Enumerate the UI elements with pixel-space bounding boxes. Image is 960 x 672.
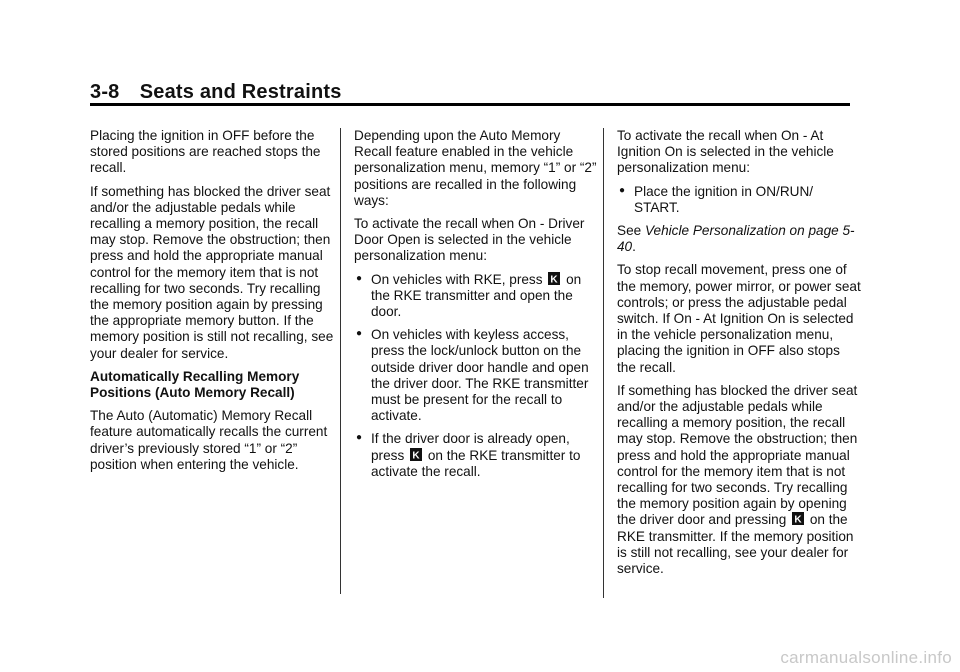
- paragraph-text: on the RKE transmitter. If the memory position is still not recalling, see your dealer for service.: [617, 512, 854, 577]
- paragraph: If something has blocked the driver seat and/or the adjustable pedals while recalling a memory position, the recall may stop. Remove the obstruction; then press and hold the appropriate manual control for the memory item that is not recalling for two seconds. Try recalling the memory position again by pressing the appropriate memory button. If the memory position is still not recalling, see your dealer for service.: [90, 183, 334, 361]
- list-item-text: On vehicles with RKE, press: [371, 271, 543, 287]
- svg-text:K: K: [412, 450, 420, 461]
- page-header: [90, 80, 342, 104]
- column-3: [617, 128, 862, 584]
- paragraph-text: If something has blocked the driver seat and/or the adjustable pedals while recalling a memory position, the recall may stop. Remove the obstruction; then press and hold the appropriate manual control for the memory item that is not recalling for two seconds. Try recalling the memory position again by opening the driver door and pressing: [617, 382, 858, 528]
- list-item-text: on the RKE transmitter to activate the recall.: [371, 447, 581, 479]
- rke-key-icon: [548, 272, 560, 285]
- see-end: .: [632, 239, 636, 255]
- paragraph: To activate the recall when On - Driver Door Open is selected in the vehicle personalization menu:: [354, 216, 585, 264]
- list-item: [617, 184, 862, 216]
- bullet-icon: ●: [356, 432, 363, 444]
- bullet-icon: ●: [619, 184, 626, 196]
- paragraph: [617, 383, 862, 577]
- column-divider: [603, 128, 604, 598]
- column-2: [354, 128, 600, 487]
- svg-text:K: K: [550, 274, 558, 285]
- watermark: carmanualsonline.info: [780, 648, 952, 667]
- paragraph: Placing the ignition in OFF before the stored positions are reached stops the recall.: [90, 128, 321, 176]
- paragraph: To stop recall movement, press one of the memory, power mirror, or power seat controls; or press the adjustable pedal switch. If On - At Ignition On is selected in the vehicle personalization menu, placing the ignition in OFF also stops the recall.: [617, 262, 861, 375]
- list-item-text: on the RKE transmitter and open the door.: [371, 271, 582, 320]
- list-item-text: Place the ignition in ON/RUN/ START.: [634, 183, 814, 215]
- paragraph: The Auto (Automatic) Memory Recall feature automatically recalls the current driver’s previously stored “1” or “2” position when entering the vehicle.: [90, 408, 328, 472]
- cross-reference: [617, 223, 862, 255]
- section-heading: Automatically Recalling Memory Positions (Auto Memory Recall): [90, 368, 300, 401]
- column-1: [90, 128, 338, 480]
- list-item: [354, 431, 600, 480]
- header-rule: [90, 103, 850, 106]
- svg-text:K: K: [794, 514, 802, 526]
- rke-key-icon: [410, 448, 422, 461]
- rke-key-icon: [792, 512, 804, 525]
- paragraph: To activate the recall when On - At Ignition On is selected in the vehicle personalization menu:: [617, 128, 834, 176]
- reference-link[interactable]: Vehicle Personalization on page 5-40: [617, 223, 855, 255]
- list-item: [354, 327, 600, 424]
- list-item-text: If the driver door is already open, press: [371, 431, 570, 463]
- list-item: [354, 272, 600, 321]
- paragraph: Depending upon the Auto Memory Recall feature enabled in the vehicle personalization menu, memory “1” or “2” positions are recalled in the following ways:: [354, 128, 597, 208]
- column-divider: [340, 128, 341, 594]
- see-label: See: [617, 223, 642, 239]
- page-title: 3-8 Seats and Restraints: [90, 81, 342, 103]
- bullet-icon: ●: [356, 328, 363, 340]
- list-item-text: On vehicles with keyless access, press the lock/unlock button on the outside driver door handle and open the driver door. The RKE transmitter must be present for the recall to activate.: [371, 327, 589, 424]
- bullet-icon: ●: [356, 272, 363, 284]
